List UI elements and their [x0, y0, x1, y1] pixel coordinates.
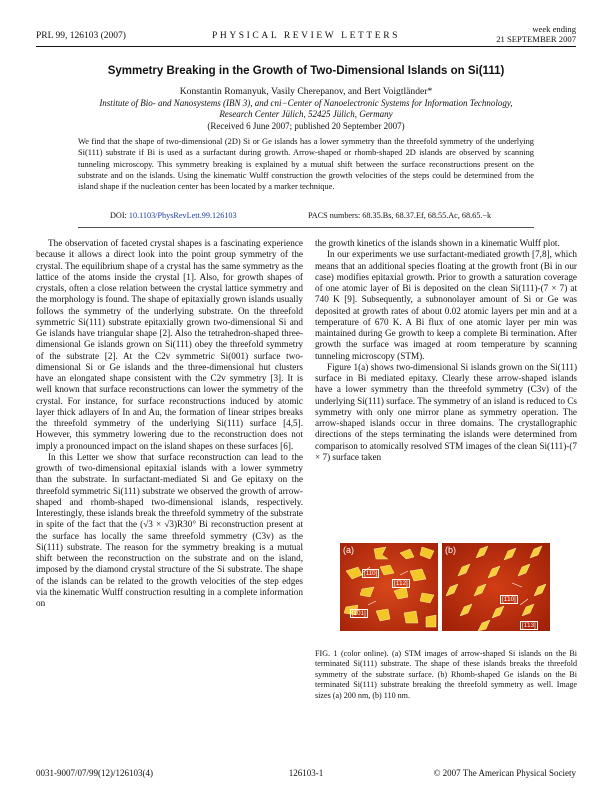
doi-label: DOI:	[110, 211, 127, 220]
paragraph: Figure 1(a) shows two-dimensional Si islands grown on the Si(111) surface in Bi mediated epitaxy. Clearly these arrow-shaped islands have a lower symmetry than the threefold symmetry (C3v) of the underlying Si(111) surface. The symmetry of an island is reduced to Cs symmetry with only one mirror plane as symmetry operation. The arrow-shaped islands occur in three domains. The crystallographic directions of the steps terminating the islands were determined from comparison to atomically resolved STM images of the clean Si(111)-(7 × 7) surface taken	[315, 361, 577, 462]
direction-label: [1̄12]	[394, 580, 408, 587]
issue-date	[496, 24, 576, 44]
doi-link[interactable]: 10.1103/PhysRevLett.99.126103	[128, 211, 237, 220]
received-date: (Received 6 June 2007; published 20 September 2007)	[207, 121, 405, 131]
paragraph: In our experiments we use surfactant-mediated growth [7,8], which means that an additional species floating at the growth front (Bi in our case) modifies epitaxial growth. Prior to growth a saturation coverage of one atomic layer of Bi is deposited on the clean Si(111)-(7 × 7) at 740 K [9]. Subsequently, a subnonolayer amount of Si or Ge was deposited at growth rates of about 0.02 atomic layers per min and at a temperature of 670 K. A Bi flux of one atomic layer per min was maintained during Ge growth to keep a complete Bi termination. After growth the surface was imaged at room temperature by scanning tunneling microscopy (STM).	[315, 249, 577, 361]
affiliation-line-2: Research Center Jülich, 52425 Jülich, Germany	[219, 109, 393, 120]
page-number: 126103-1	[288, 768, 324, 778]
left-column	[36, 238, 303, 609]
pacs-numbers: PACS numbers: 68.35.Bs, 68.37.Ef, 68.55.Ac, 68.65.−k	[308, 211, 492, 220]
figure-1	[340, 543, 550, 631]
panel-label-a: (a)	[343, 545, 354, 555]
right-column	[315, 238, 577, 463]
issn-code: 0031-9007/07/99(12)/126103(4)	[36, 768, 153, 778]
stm-panel-b	[442, 543, 550, 631]
direction-label: [11̄0]	[364, 570, 378, 577]
direction-label: [1̄01]	[352, 610, 366, 617]
abstract: We find that the shape of two-dimensional (2D) Si or Ge islands has a lower symmetry than the threefold symmetry of the underlying Si(111) substrate if Bi is used as a surfactant during growth. Arrow-shaped or rhomb-shaped 2D islands are observed by scanning tunneling microscopy. This symmetry breaking is explained by a mutual shift between the surface reconstructions present on the substrate and on the islands. Using the kinematic Wulff construction the growth velocities of the steps could be determined from the island shape if the nucleation center has been located by a marker technique.	[78, 137, 534, 192]
paragraph: The observation of faceted crystal shapes is a fascinating experience because it allows a direct look into the point group symmetry of the crystal. The equilibrium shape of a crystal has the same symmetry as the lattice of the atoms inside the crystal [1]. Also, for growth shapes of crystals, often a close relation between the crystal lattice symmetry and the morphology is found. The shape of epitaxially grown islands usually follows the symmetry of the underlying substrate. On the threefold symmetric Si(111) substrate epitaxially grown two-dimensional Si and Ge islands have triangular shape [2]. Also the tetrahedron-shaped three-dimensional Ge islands grown on Si(111) obey the threefold symmetry of the substrate [2]. At the C2v symmetric Si(001) surface two-dimensional Si or Ge islands and the three-dimensional hut clusters have an elongated shape consistent with the C2v symmetry [3]. It is well known that surface reconstructions can lower the symmetry of the crystal. For instance, for surface reconstructions induced by atomic layer thick adlayers of In and Au, the formation of linear stripes breaks the threefold symmetry of the underlying Si(111) surface [4,5]. However, this symmetry lowering due to the reconstruction does not imply a pronounced impact on the island shapes on these surfaces [6].	[36, 238, 303, 451]
affiliation-line-1: Institute of Bio- and Nanosystems (IBN 3), and cni−Center of Nanoelectronic Systems for Information Technology,	[99, 98, 513, 108]
author-list: Konstantin Romanyuk, Vasily Cherepanov, and Bert Voigtländer*	[179, 86, 433, 97]
header-rule	[36, 46, 576, 47]
week-date: 21 SEPTEMBER 2007	[496, 34, 576, 44]
abstract-rule	[78, 227, 534, 228]
paper-title: Symmetry Breaking in the Growth of Two-Dimensional Islands on Si(111)	[107, 65, 505, 77]
journal-name: PHYSICAL REVIEW LETTERS	[211, 31, 401, 41]
page-footer	[36, 768, 576, 780]
week-label: week ending	[532, 24, 576, 34]
affiliation	[60, 98, 552, 120]
rhomb-islands-image	[442, 543, 550, 631]
direction-label: [1̄10]	[502, 596, 516, 603]
direction-label: [1̄13]	[522, 622, 536, 629]
figure-caption: FIG. 1 (color online). (a) STM images of arrow-shaped Si islands on the Bi terminated Si(111) substrate. The shape of these islands breaks the threefold symmetry of the substrate surface. (b) Rhomb-shaped Ge islands on the Bi terminated Si(111) substrate breaking the threefold symmetry as well. Image sizes (a) 200 nm, (b) 110 nm.	[315, 649, 577, 700]
doi-line	[110, 211, 237, 220]
panel-label-b: (b)	[445, 545, 456, 555]
paragraph: In this Letter we show that surface reconstruction can lead to the growth of two-dimensional epitaxial islands with a lower symmetry than the substrate. In surfactant-mediated Si and Ge epitaxy on the threefold symmetric Si(111) substrate we observed the growth of arrow-shaped and rhomb-shaped two-dimensional islands, respectively. Interestingly, these islands break the threefold symmetry of the substrate in spite of the fact that the (√3 × √3)R30° Bi reconstruction present at the surface has locally the same threefold symmetry (C3v) as the Si(111) substrate. The reason for the symmetry breaking is a mutual shift between the reconstruction on the substrate and on the island, imposed by the diamond crystal structure of the Si substrate. The shape of the islands can be related to the growth velocities of the step edges via the kinematic Wulff construction resulting in a complete information on	[36, 451, 303, 608]
journal-reference: PRL 99, 126103 (2007)	[36, 31, 126, 41]
running-header	[0, 22, 612, 50]
stm-panel-a	[340, 543, 438, 631]
paragraph: the growth kinetics of the islands shown in a kinematic Wulff plot.	[315, 238, 560, 248]
copyright: © 2007 The American Physical Society	[433, 768, 576, 778]
